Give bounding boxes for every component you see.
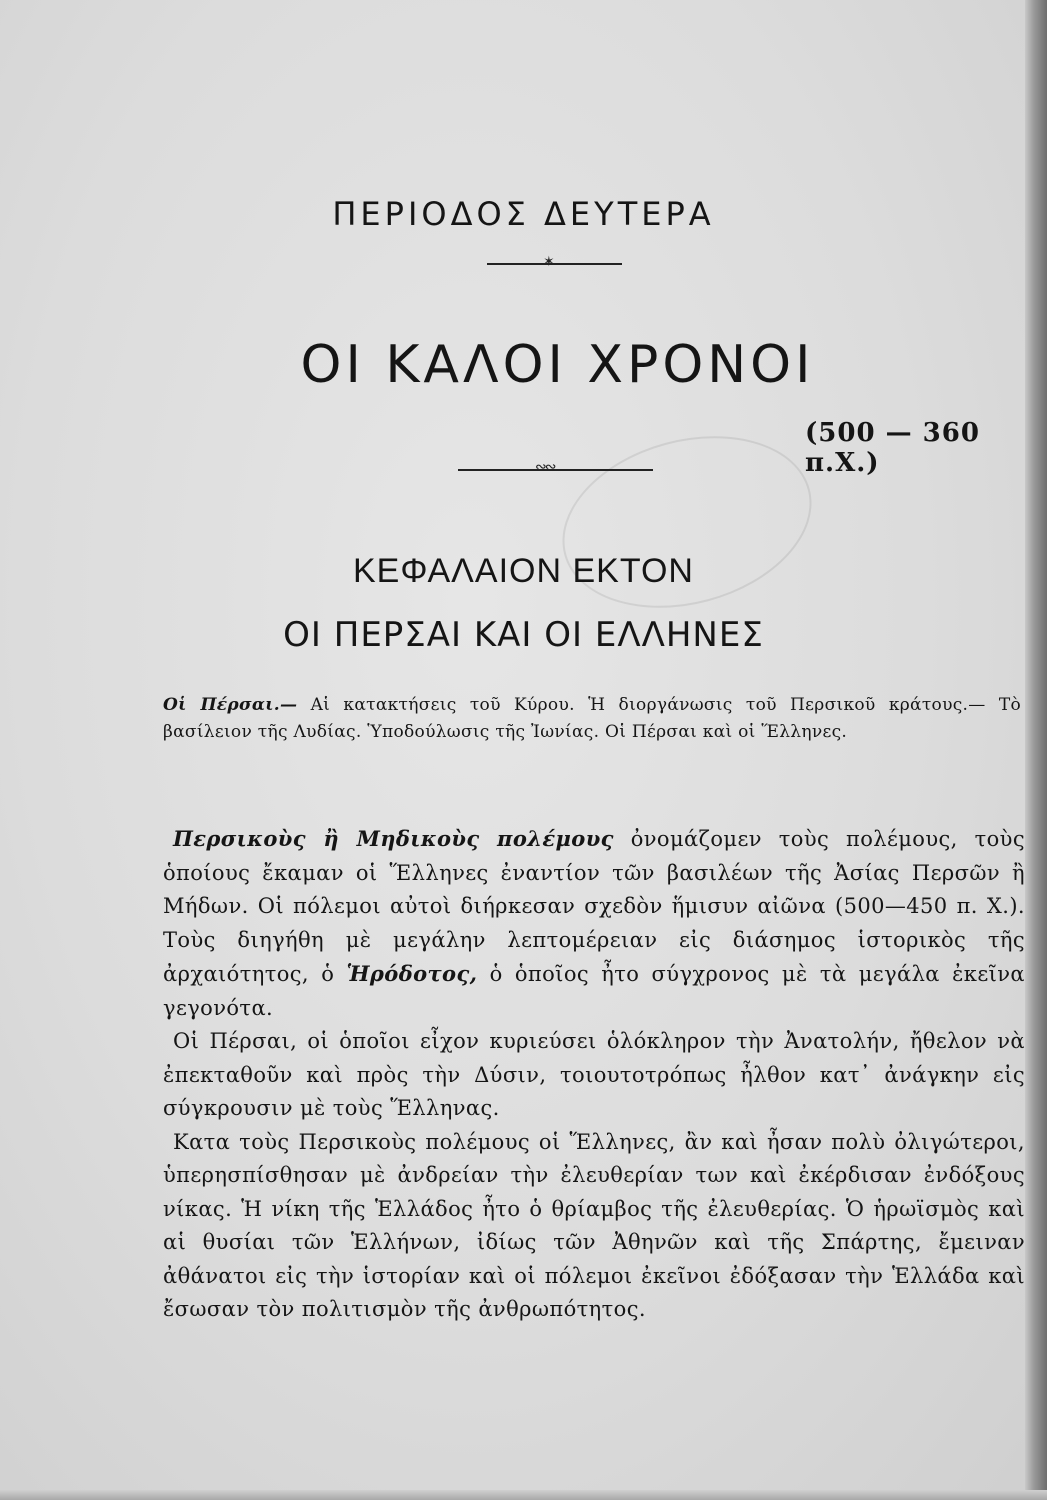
summary-lead: Οἱ Πέρσαι.—	[163, 695, 298, 715]
page-edge-shadow	[1025, 0, 1047, 1500]
ornament-rule-middle	[458, 469, 653, 471]
summary-text: Αἱ κατακτήσεις τοῦ Κύρου. Ἡ διοργάνωσις τοῦ Περσικοῦ κράτους.— Τὸ βασίλειον τῆς Λυδίας. Ὑποδούλωσις τῆς Ἰωνίας. Οἱ Πέρσαι καὶ οἱ Ἕλληνες.	[163, 695, 1021, 742]
paragraph-1	[163, 822, 1025, 1025]
chapter-summary	[163, 692, 1021, 746]
date-range: (500 — 360 π.Χ.)	[805, 418, 980, 478]
faded-stamp	[543, 410, 831, 634]
paragraph-1-text: ὀνομάζομεν τοὺς πολέμους, τοὺς ὁποίους ἔκαμαν οἱ Ἕλληνες ἐναντίον τῶν βασιλέων τῆς Ἀσίας Περσῶν ἢ Μήδων. Οἱ πόλεμοι αὐτοὶ διήρκεσαν σχεδὸν ἥμισυν αἰῶνα (500—450 π. Χ.). Τοὺς διηγήθη μὲ μεγάλην λεπτομέρειαν εἰς διάσημος ἱστορικὸς τῆς ἀρχαιότητος, ὁ	[163, 827, 1025, 986]
ornament-star-icon: ✶	[543, 254, 555, 270]
period-heading: ΠΕΡΙΟΔΟΣ ΔΕΥΤΕΡΑ	[332, 195, 715, 233]
ornament-flourish-icon: ∾∾	[535, 459, 555, 475]
paragraph-2: Οἱ Πέρσαι, οἱ ὁποῖοι εἶχον κυριεύσει ὁλόκληρον τὴν Ἀνατολήν, ἤθελον νὰ ἐπεκταθοῦν καὶ πρὸς τὴν Δύσιν, τοιουτοτρόπως ἦλθον κατ᾽ ἀνάγκην εἰς σύγκρουσιν μὲ τοὺς Ἕλληνας.	[163, 1029, 1025, 1120]
page-title: ΟΙ ΚΑΛΟΙ ΧΡΟΝΟΙ	[300, 335, 815, 395]
herodotus-name: Ἡρόδοτος,	[346, 961, 478, 986]
paragraph-1-end: ὁ ὁποῖος ἦτο σύγχρονος μὲ τὰ μεγάλα ἐκεῖνα γεγονότα.	[163, 962, 1025, 1020]
page-bottom-edge	[0, 1490, 1047, 1500]
paragraph-1-lead: Περσικοὺς ἢ Μηδικοὺς πολέμους	[173, 826, 614, 851]
chapter-title: ΟΙ ΠΕΡΣΑΙ ΚΑΙ ΟΙ ΕΛΛΗΝΕΣ	[283, 615, 764, 655]
body-text	[163, 822, 1025, 1327]
chapter-heading: ΚΕΦΑΛΑΙΟΝ ΕΚΤΟΝ	[353, 552, 694, 590]
paragraph-3: Κατα τοὺς Περσικοὺς πολέμους οἱ Ἕλληνες, ἂν καὶ ἦσαν πολὺ ὀλιγώτεροι, ὑπερησπίσθησαν μὲ ἀνδρείαν τὴν ἐλευθερίαν των καὶ ἐκέρδισαν ἐνδόξους νίκας. Ἡ νίκη τῆς Ἑλλάδος ἦτο ὁ θρίαμβος τῆς ἐλευθερίας. Ὁ ἡρωϊσμὸς καὶ αἱ θυσίαι τῶν Ἑλλήνων, ἰδίως τῶν Ἀθηνῶν καὶ τῆς Σπάρτης, ἔμειναν ἀθάνατοι εἰς τὴν ἱστορίαν καὶ οἱ πόλεμοι ἐκεῖνοι ἐδόξασαν τὴν Ἑλλάδα καὶ ἔσωσαν τὸν πολιτισμὸν τῆς ἀνθρωπότητος.	[163, 1129, 1025, 1321]
